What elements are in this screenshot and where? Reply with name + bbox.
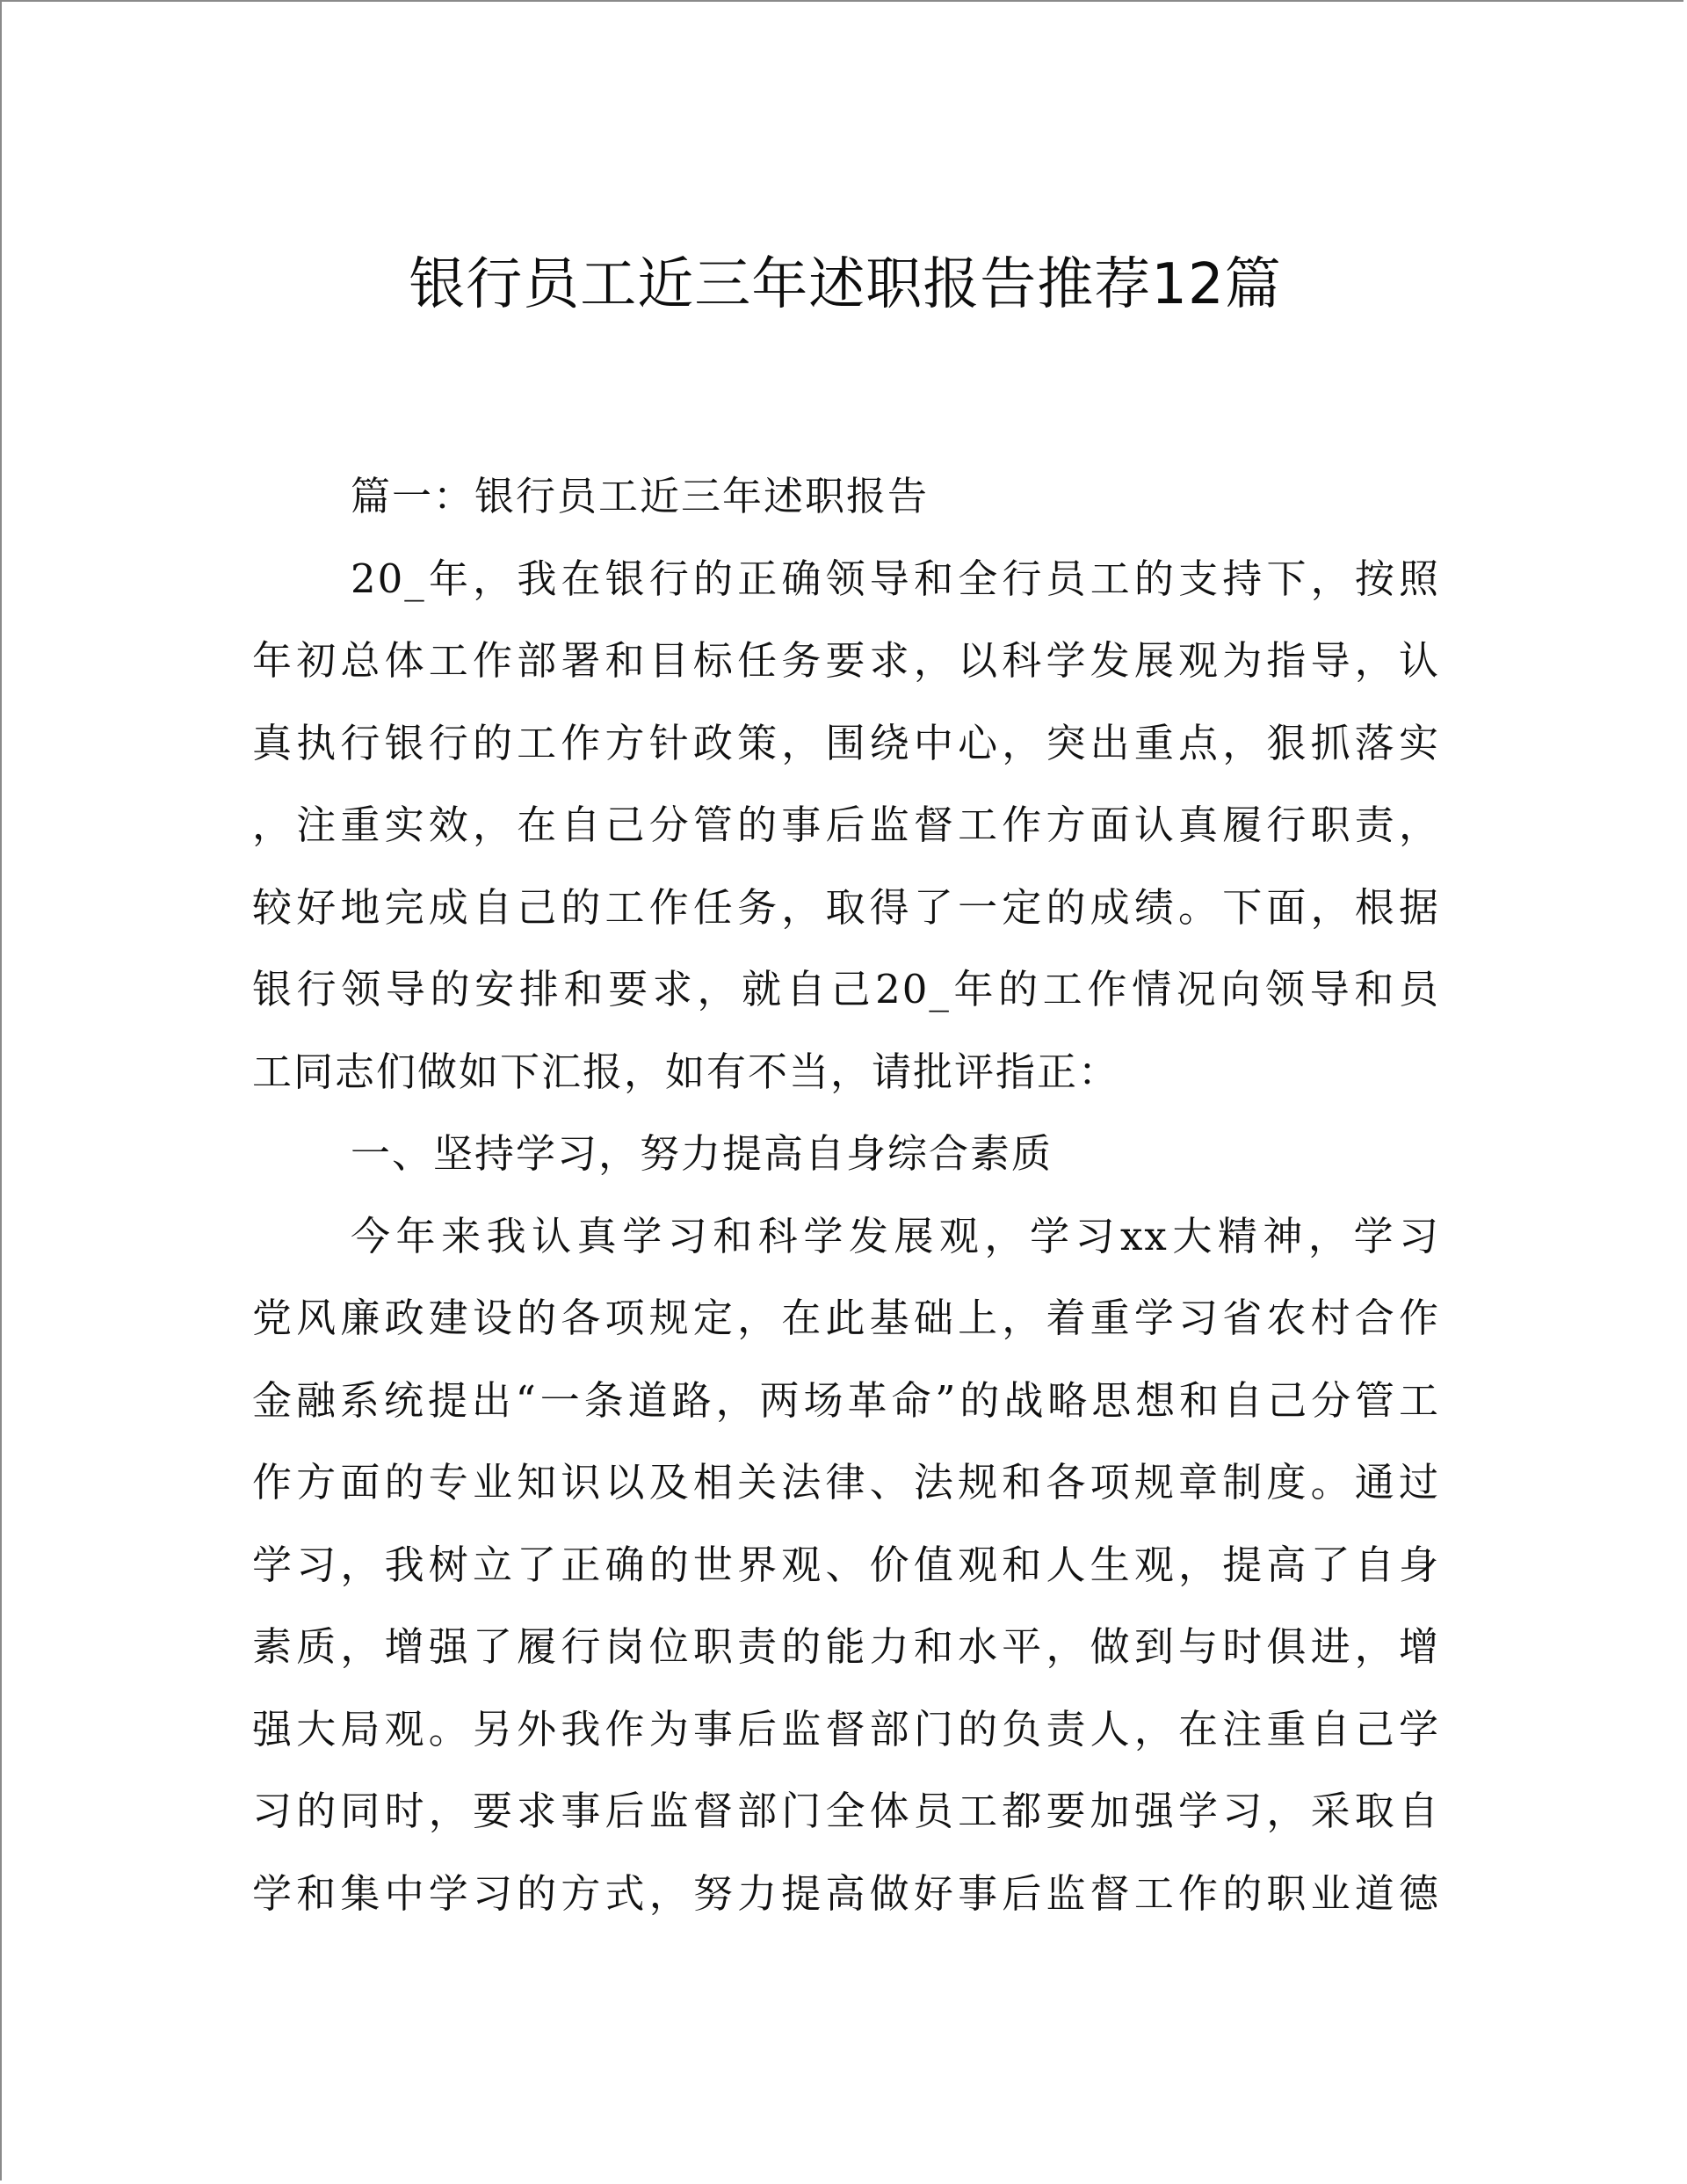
document-title: 银行员工近三年述职报告推荐12篇 (409, 252, 1282, 317)
paragraph-line: 年初总体工作部署和目标任务要求，以科学发展观为指导，认 (252, 637, 1440, 684)
paragraph-line: 学和集中学习的方式，努力提高做好事后监督工作的职业道德 (252, 1869, 1440, 1917)
section-heading: 篇一：银行员工近三年述职报告 (351, 473, 930, 519)
paragraph-line: ，注重实效，在自己分管的事后监督工作方面认真履行职责， (252, 802, 1440, 848)
paragraph-line: 20_年，我在银行的正确领导和全行员工的支持下，按照 (351, 555, 1440, 602)
paragraph-line: 银行领导的安排和要求，就自己20_年的工作情况向领导和员 (252, 966, 1440, 1012)
paragraph-line: 党风廉政建设的各项规定，在此基础上，着重学习省农村合作 (252, 1295, 1440, 1341)
paragraph-line: 作方面的专业知识以及相关法律、法规和各项规章制度。通过 (252, 1459, 1440, 1506)
document-body (252, 455, 1440, 1934)
paragraph-line: 学习，我树立了正确的世界观、价值观和人生观，提高了自身 (252, 1541, 1440, 1588)
paragraph-line: 素质，增强了履行岗位职责的能力和水平，做到与时俱进，增 (252, 1623, 1440, 1670)
paragraph-line: 强大局观。另外我作为事后监督部门的负责人，在注重自己学 (252, 1705, 1440, 1752)
paragraph-line: 习的同时，要求事后监督部门全体员工都要加强学习，采取自 (252, 1788, 1440, 1834)
paragraph-line: 真执行银行的工作方针政策，围绕中心，突出重点，狠抓落实 (252, 719, 1440, 766)
paragraph-line: 金融系统提出“一条道路，两场革命”的战略思想和自己分管工 (252, 1376, 1440, 1424)
paragraph-line: 今年来我认真学习和科学发展观，学习xx大精神，学习 (351, 1212, 1440, 1259)
paragraph-line: 工同志们做如下汇报，如有不当，请批评指正： (252, 1048, 1120, 1095)
subsection-heading: 一、坚持学习，努力提高自身综合素质 (351, 1130, 1053, 1177)
paragraph-line: 较好地完成自己的工作任务，取得了一定的成绩。下面，根据 (252, 883, 1440, 931)
